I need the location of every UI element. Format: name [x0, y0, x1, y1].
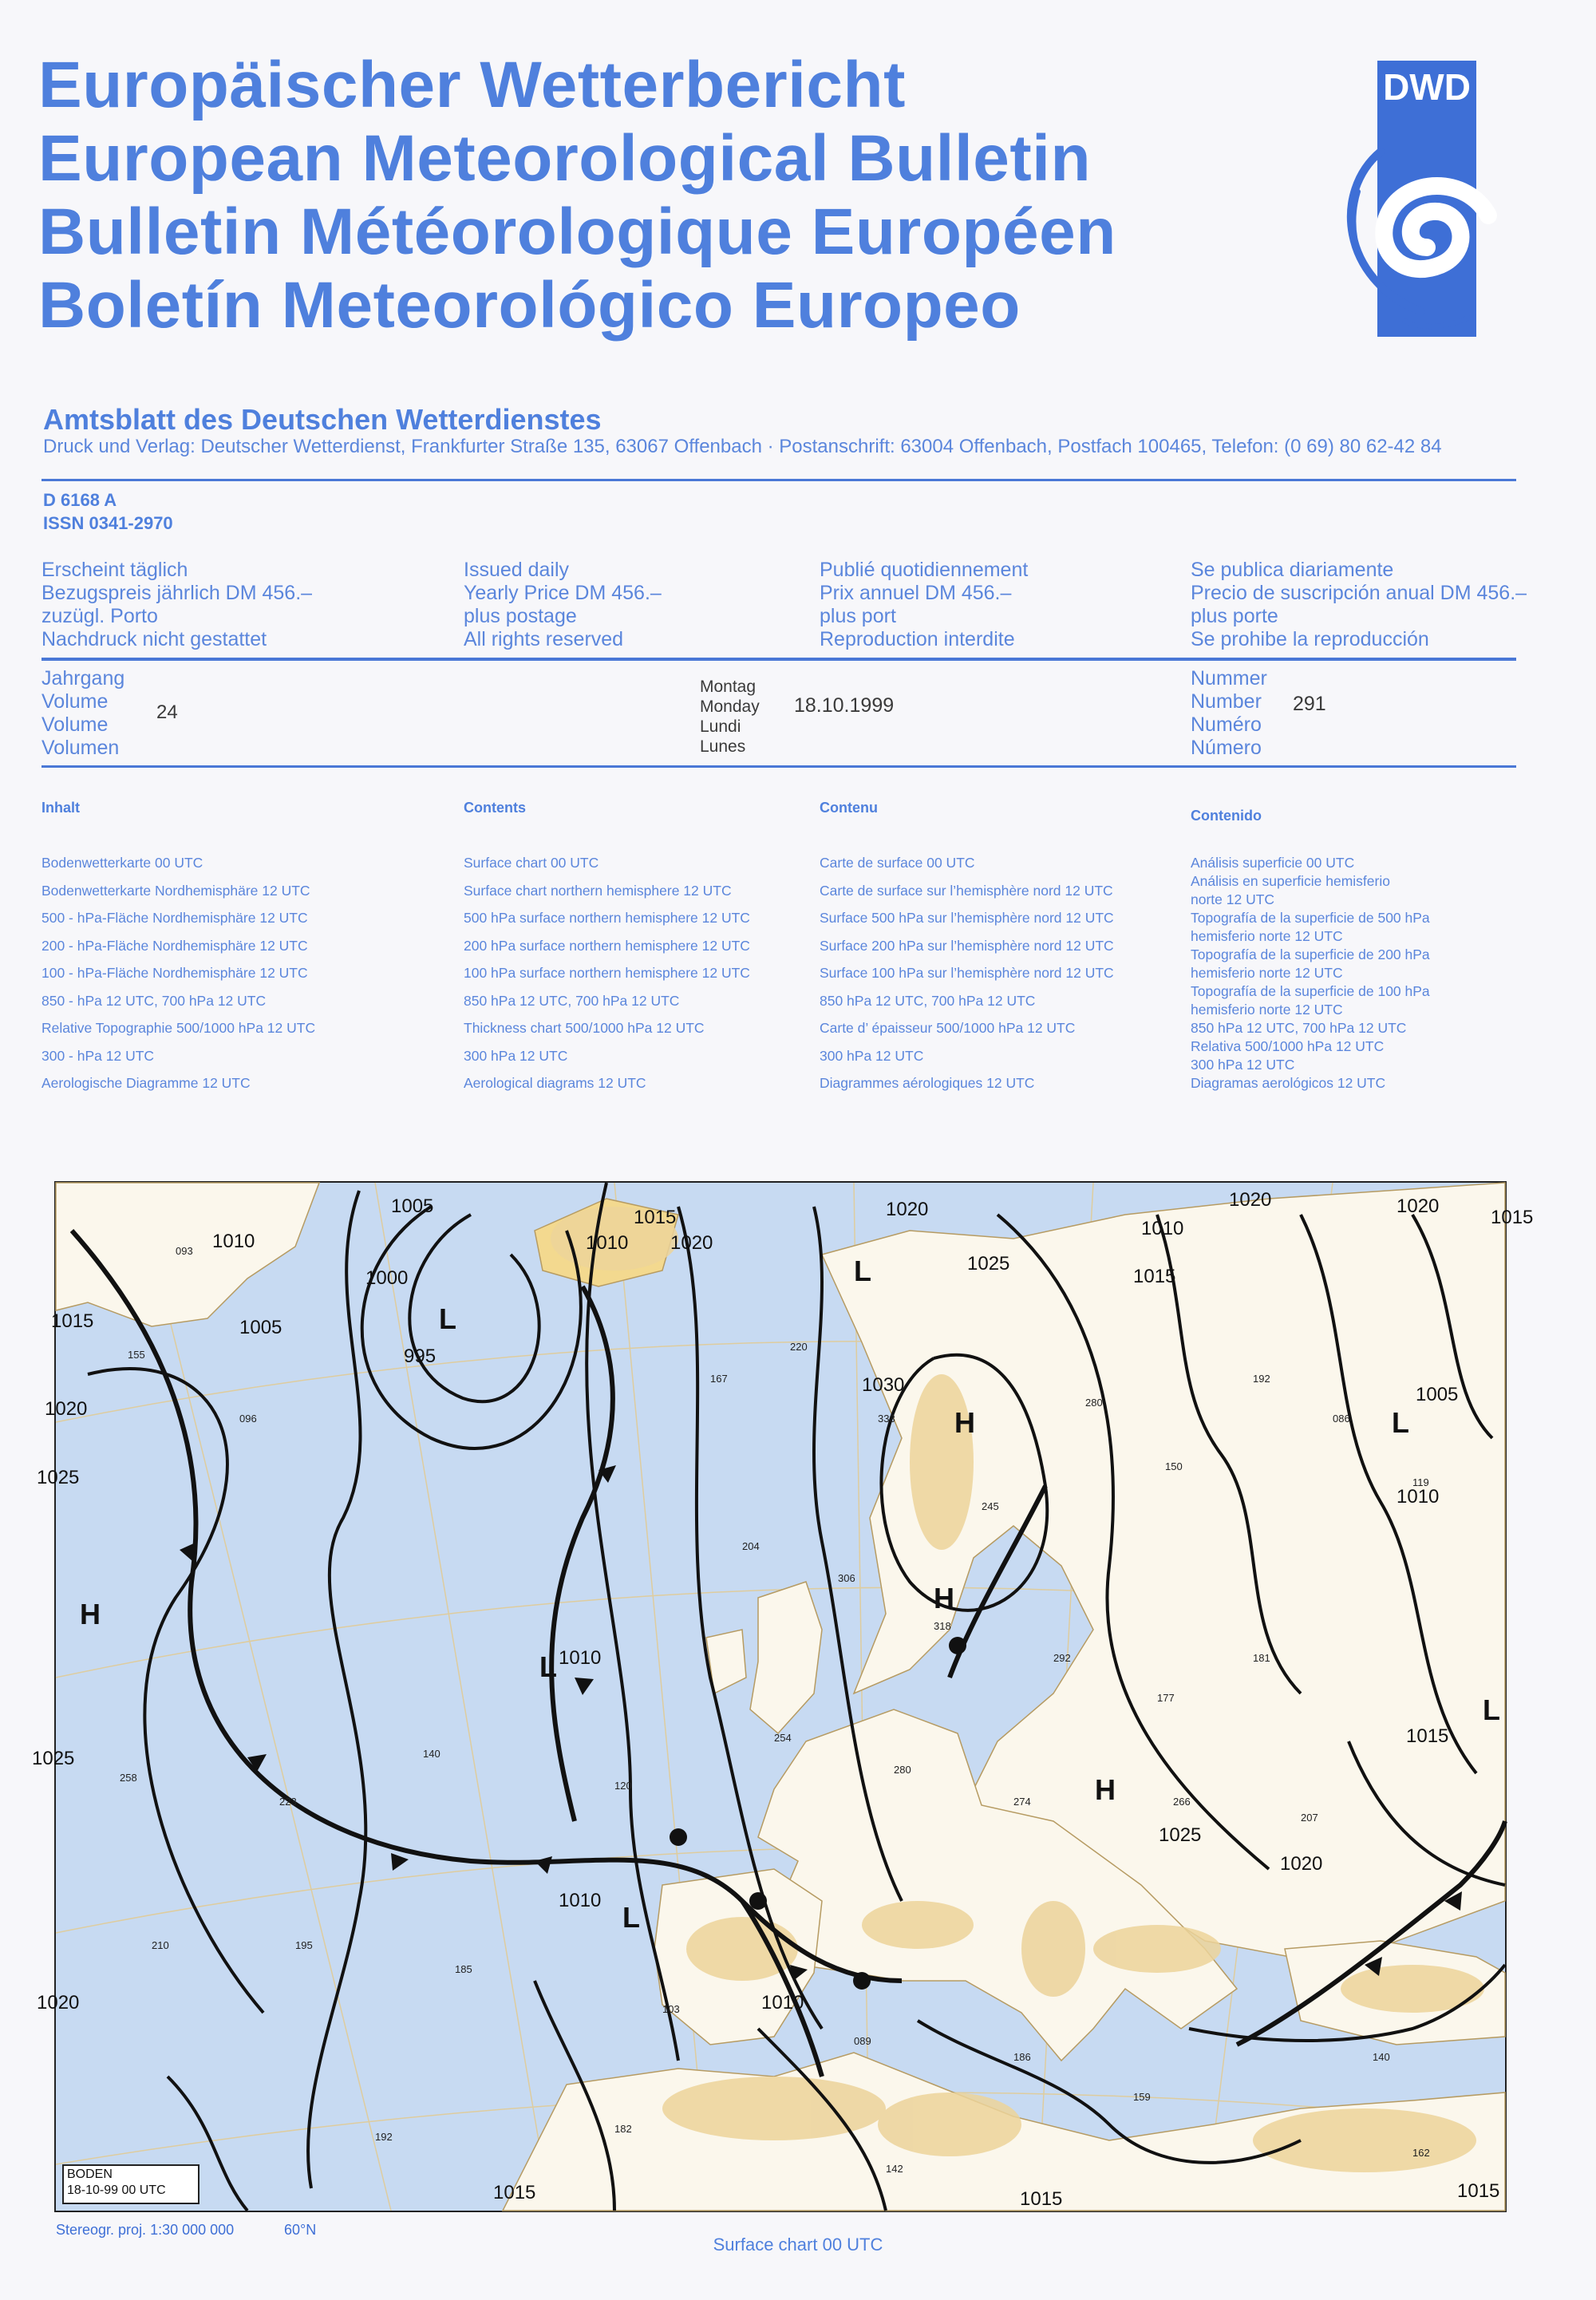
contents-item: Surface 100 hPa sur l’hemisphère nord 12 UTC: [820, 965, 1114, 981]
pressure-center-high: H: [80, 1598, 101, 1630]
pressure-center-low: L: [1392, 1406, 1409, 1439]
contents-item: Carte de surface sur l’hemisphère nord 12 UTC: [820, 882, 1113, 899]
isobar-label: 1000: [365, 1267, 409, 1289]
isobar-label: 1015: [1457, 2180, 1500, 2202]
svg-text:177: 177: [1157, 1692, 1175, 1704]
contents-item: hemisferio norte 12 UTC: [1191, 965, 1343, 981]
svg-text:089: 089: [854, 2035, 871, 2047]
pressure-center-low: L: [622, 1901, 640, 1934]
issue-info-es: [1191, 559, 1527, 651]
isobar-label: 1015: [493, 2182, 536, 2203]
issue-fr-line: Publié quotidiennement: [820, 559, 1029, 581]
svg-text:103: 103: [662, 2003, 680, 2015]
volume-label: Volume: [41, 690, 109, 713]
contents-item: Análisis en superficie hemisferio: [1191, 873, 1390, 889]
day-label: Montag: [700, 678, 757, 696]
svg-text:182: 182: [614, 2123, 632, 2135]
contents-item: 200 - hPa-Fläche Nordhemisphäre 12 UTC: [41, 937, 308, 954]
number-labels: [1191, 667, 1267, 760]
svg-text:318: 318: [934, 1620, 951, 1632]
volume-label: Volumen: [41, 737, 120, 759]
contents-list-fr: [820, 849, 1114, 1097]
isobar-label: 1025: [37, 1467, 80, 1488]
isobar-label: 1010: [586, 1232, 629, 1254]
contents-item: Topografía de la superficie de 100 hPa: [1191, 983, 1430, 999]
svg-text:186: 186: [1013, 2051, 1031, 2063]
day-label: Lunes: [700, 737, 746, 756]
pressure-center-high: H: [954, 1406, 975, 1439]
number-label: Numéro: [1191, 713, 1262, 736]
isobar-label: 1015: [51, 1310, 94, 1332]
issue-number: 291: [1293, 693, 1326, 715]
volume-value: 24: [156, 701, 178, 723]
issue-es-line: plus porte: [1191, 605, 1278, 627]
isobar-label: 1025: [1159, 1824, 1202, 1846]
contents-item: Carte d’ épaisseur 500/1000 hPa 12 UTC: [820, 1020, 1076, 1036]
svg-text:258: 258: [120, 1772, 137, 1784]
subtitle: Amtsblatt des Deutschen Wetterdienstes: [43, 403, 602, 436]
pressure-center-low: L: [1483, 1693, 1500, 1726]
contents-item: Diagrammes aérologiques 12 UTC: [820, 1075, 1035, 1091]
divider-1: [41, 479, 1516, 481]
svg-text:120: 120: [614, 1780, 632, 1792]
contents-list-de: [41, 849, 315, 1097]
contents-item: Bodenwetterkarte Nordhemisphäre 12 UTC: [41, 882, 310, 899]
svg-text:119: 119: [1412, 1476, 1429, 1488]
issue-en-line: Yearly Price DM 456.–: [464, 582, 662, 604]
svg-text:223: 223: [279, 1796, 297, 1808]
stamp-line: BODEN: [67, 2168, 113, 2181]
issue-info-en: [464, 559, 662, 651]
contents-item: Carte de surface 00 UTC: [820, 855, 975, 871]
isobar-label: 1020: [886, 1199, 929, 1220]
issue-info-de: [41, 559, 312, 651]
contents-item: 850 - hPa 12 UTC, 700 hPa 12 UTC: [41, 992, 267, 1009]
isobar-label: 1015: [1133, 1266, 1176, 1287]
contents-item: Aerological diagrams 12 UTC: [464, 1075, 646, 1091]
contents-item: Surface 500 hPa sur l’hemisphère nord 12 UTC: [820, 910, 1114, 926]
svg-text:333: 333: [878, 1413, 895, 1425]
issue-date: 18.10.1999: [794, 694, 895, 717]
day-label: Monday: [700, 698, 760, 716]
publication-id: D 6168 A: [43, 490, 117, 510]
contents-list-es: [1191, 854, 1430, 1093]
issn: ISSN 0341-2970: [43, 513, 173, 533]
logo-text: DWD: [1383, 66, 1471, 108]
pressure-center-high: H: [934, 1582, 954, 1614]
contents-item: 300 hPa 12 UTC: [1191, 1057, 1295, 1073]
number-label: Nummer: [1191, 667, 1267, 690]
title-english: European Meteorological Bulletin: [38, 122, 1092, 195]
contents-item: norte 12 UTC: [1191, 891, 1275, 907]
svg-text:159: 159: [1133, 2091, 1151, 2103]
svg-text:274: 274: [1013, 1796, 1031, 1808]
isobar-label: 1025: [967, 1253, 1010, 1274]
pressure-center-low: L: [539, 1650, 557, 1683]
svg-text:142: 142: [886, 2163, 903, 2175]
contents-item: Bodenwetterkarte 00 UTC: [41, 855, 203, 871]
svg-text:150: 150: [1165, 1460, 1183, 1472]
svg-text:093: 093: [176, 1245, 193, 1257]
isobar-label: 1010: [212, 1231, 255, 1252]
isobar-label: 1010: [559, 1890, 602, 1911]
isobar-label: 1020: [45, 1398, 88, 1420]
isobar-label: 1015: [634, 1207, 677, 1228]
number-label: Número: [1191, 737, 1262, 759]
isobar-label: 1015: [1406, 1725, 1449, 1747]
svg-text:292: 292: [1053, 1652, 1071, 1664]
issue-en-line: Issued daily: [464, 559, 570, 581]
contents-item: Diagramas aerológicos 12 UTC: [1191, 1075, 1386, 1091]
svg-text:207: 207: [1301, 1812, 1318, 1824]
svg-text:140: 140: [1373, 2051, 1390, 2063]
pressure-center-low: L: [854, 1255, 871, 1287]
isobar-label: 1020: [37, 1992, 80, 2013]
svg-text:204: 204: [742, 1540, 760, 1552]
isobar-label: 1010: [761, 1992, 804, 2013]
isobar-label: 995: [404, 1346, 437, 1367]
contents-item: Surface chart 00 UTC: [464, 855, 599, 871]
contents-item: 100 - hPa-Fläche Nordhemisphäre 12 UTC: [41, 965, 308, 981]
svg-text:140: 140: [423, 1748, 440, 1760]
svg-text:195: 195: [295, 1939, 313, 1951]
issue-info-fr: [820, 559, 1028, 651]
contents-item: 300 - hPa 12 UTC: [41, 1047, 155, 1064]
contents-item: 500 hPa surface northern hemisphere 12 UTC: [464, 910, 750, 926]
contents-item: Aerologische Diagramme 12 UTC: [41, 1075, 251, 1091]
contents-heading-de: Inhalt: [41, 800, 80, 816]
isobar-label: 1025: [32, 1748, 75, 1769]
surface-weather-map: [32, 1181, 1534, 2212]
pressure-center-low: L: [439, 1302, 456, 1335]
chart-stamp: [62, 2164, 200, 2204]
contents-list-en: [464, 849, 750, 1097]
svg-text:086: 086: [1333, 1413, 1350, 1425]
issue-es-line: Se publica diariamente: [1191, 559, 1394, 581]
isobar-label: 1005: [1416, 1384, 1459, 1405]
divider-2: [41, 658, 1516, 661]
volume-label: Jahrgang: [41, 667, 125, 690]
isobar-label: 1005: [391, 1195, 434, 1217]
day-labels: [700, 677, 760, 757]
isobar-label: 1020: [1396, 1195, 1440, 1217]
title-german: Europäischer Wetterbericht: [38, 49, 906, 121]
svg-text:185: 185: [455, 1963, 472, 1975]
contents-item: 300 hPa 12 UTC: [820, 1047, 924, 1064]
number-label: Number: [1191, 690, 1262, 713]
volume-label: Volume: [41, 713, 109, 736]
contents-heading-fr: Contenu: [820, 800, 878, 816]
divider-3: [41, 765, 1516, 768]
issue-fr-line: Reproduction interdite: [820, 628, 1015, 650]
issue-en-line: plus postage: [464, 605, 577, 627]
day-label: Lundi: [700, 717, 741, 736]
contents-item: hemisferio norte 12 UTC: [1191, 1002, 1343, 1018]
contents-item: Análisis superficie 00 UTC: [1191, 855, 1355, 871]
issue-de-line: Erscheint täglich: [41, 559, 188, 581]
svg-text:254: 254: [774, 1732, 792, 1744]
svg-text:266: 266: [1173, 1796, 1191, 1808]
svg-text:155: 155: [128, 1349, 145, 1361]
svg-text:181: 181: [1253, 1652, 1270, 1664]
title-french: Bulletin Météorologique Européen: [38, 196, 1116, 268]
isobar-label: 1020: [1229, 1189, 1272, 1211]
volume-labels: [41, 667, 124, 760]
contents-item: 850 hPa 12 UTC, 700 hPa 12 UTC: [820, 992, 1036, 1009]
projection-note: Stereogr. proj. 1:30 000 000: [56, 2222, 235, 2238]
svg-text:245: 245: [982, 1500, 999, 1512]
svg-text:280: 280: [894, 1764, 911, 1776]
issue-de-line: Bezugspreis jährlich DM 456.–: [41, 582, 313, 604]
isobar-label: 1015: [1020, 2188, 1063, 2210]
contents-heading-en: Contents: [464, 800, 526, 816]
contents-item: hemisferio norte 12 UTC: [1191, 928, 1343, 944]
dwd-spiral-icon: [1285, 120, 1524, 343]
title-spanish: Boletín Meteorológico Europeo: [38, 269, 1021, 342]
isobar-label: 1015: [1491, 1207, 1534, 1228]
stamp-line: 18-10-99 00 UTC: [67, 2183, 166, 2197]
contents-item: Topografía de la superficie de 500 hPa: [1191, 910, 1430, 926]
map-caption: Surface chart 00 UTC: [713, 2235, 883, 2255]
publisher-line: Druck und Verlag: Deutscher Wetterdienst, Frankfurter Straße 135, 63067 Offenbach · Postanschrift: 63004 Offenbach, Postfach 100465, Telefon: (0 69) 80 62-42 84: [43, 436, 1442, 457]
isobar-label: 1020: [670, 1232, 713, 1254]
issue-es-line: Precio de suscripción anual DM 456.–: [1191, 582, 1527, 604]
issue-en-line: All rights reserved: [464, 628, 624, 650]
contents-item: Relativa 500/1000 hPa 12 UTC: [1191, 1038, 1385, 1054]
isobar-label: 1020: [1280, 1853, 1323, 1875]
contents-item: Thickness chart 500/1000 hPa 12 UTC: [464, 1020, 705, 1036]
svg-text:162: 162: [1412, 2147, 1430, 2159]
svg-text:167: 167: [710, 1373, 728, 1385]
issue-fr-line: Prix annuel DM 456.–: [820, 582, 1012, 604]
svg-text:280: 280: [1085, 1397, 1103, 1409]
contents-item: 100 hPa surface northern hemisphere 12 UTC: [464, 965, 750, 981]
svg-text:210: 210: [152, 1939, 169, 1951]
isobar-label: 1010: [559, 1647, 602, 1669]
isobar-label: 1010: [1141, 1218, 1184, 1239]
isobar-label: 1005: [239, 1317, 282, 1338]
svg-text:192: 192: [375, 2131, 393, 2143]
contents-item: 850 hPa 12 UTC, 700 hPa 12 UTC: [464, 992, 680, 1009]
issue-es-line: Se prohibe la reproducción: [1191, 628, 1429, 650]
issue-fr-line: plus port: [820, 605, 896, 627]
contents-item: Surface chart northern hemisphere 12 UTC: [464, 882, 732, 899]
issue-de-line: zuzügl. Porto: [41, 605, 158, 627]
contents-item: Relative Topographie 500/1000 hPa 12 UTC: [41, 1020, 316, 1036]
svg-text:306: 306: [838, 1572, 855, 1584]
isobar-label: 1030: [862, 1374, 905, 1396]
isobar-label: 1010: [1396, 1486, 1440, 1508]
latitude-note: 60°N: [284, 2222, 317, 2238]
contents-item: 200 hPa surface northern hemisphere 12 UTC: [464, 937, 750, 954]
svg-text:220: 220: [790, 1341, 808, 1353]
contents-heading-es: Contenido: [1191, 808, 1262, 824]
contents-item: 300 hPa 12 UTC: [464, 1047, 568, 1064]
pressure-center-high: H: [1095, 1773, 1116, 1806]
svg-text:192: 192: [1253, 1373, 1270, 1385]
issue-de-line: Nachdruck nicht gestattet: [41, 628, 267, 650]
contents-item: 850 hPa 12 UTC, 700 hPa 12 UTC: [1191, 1020, 1407, 1036]
svg-text:096: 096: [239, 1413, 257, 1425]
contents-item: 500 - hPa-Fläche Nordhemisphäre 12 UTC: [41, 910, 308, 926]
contents-item: Topografía de la superficie de 200 hPa: [1191, 946, 1430, 962]
contents-item: Surface 200 hPa sur l’hemisphère nord 12 UTC: [820, 937, 1114, 954]
